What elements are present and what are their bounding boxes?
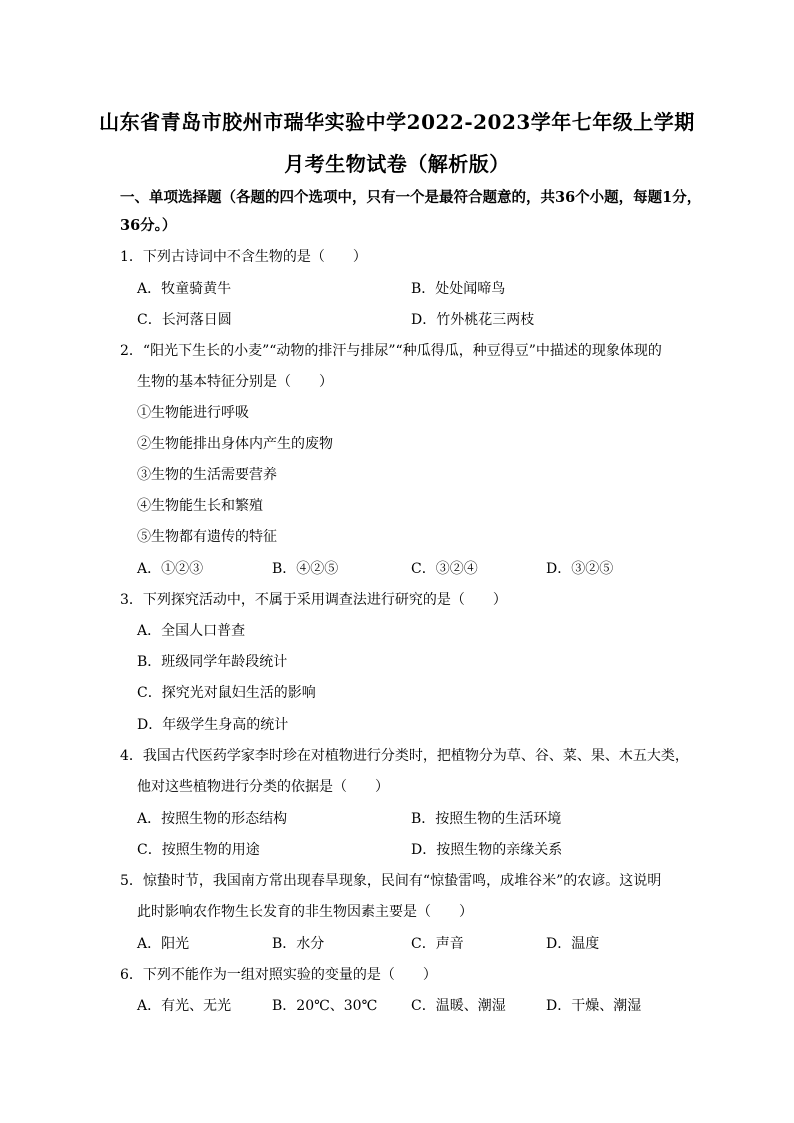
question-3-stem: 3．下列探究活动中，不属于采用调查法进行研究的是（ ） (120, 592, 507, 608)
question-3-option-a[interactable]: A．全国人口普查 (137, 623, 246, 639)
question-6-option-a[interactable]: A．有光、无光 (137, 998, 232, 1014)
question-6-option-c[interactable]: C．温暖、潮湿 (411, 998, 506, 1014)
question-3-option-c[interactable]: C．探究光对鼠妇生活的影响 (137, 685, 316, 701)
question-4-stem-line-1: 4．我国古代医药学家李时珍在对植物进行分类时，把植物分为草、谷、菜、果、木五大类， (120, 748, 689, 764)
question-2-option-d[interactable]: D．③②⑤ (546, 561, 614, 577)
question-2-option-c[interactable]: C．③②④ (411, 561, 478, 577)
question-1-option-a[interactable]: A．牧童骑黄牛 (137, 281, 232, 297)
question-2-statement-3: ③生物的生活需要营养 (137, 467, 277, 483)
question-6-option-d[interactable]: D．干燥、潮湿 (546, 998, 642, 1014)
question-2-statement-4: ④生物能生长和繁殖 (137, 498, 263, 514)
section-heading-line-2: 36分。） (120, 217, 177, 234)
question-4-option-d[interactable]: D．按照生物的亲缘关系 (411, 842, 563, 858)
question-4-option-c[interactable]: C．按照生物的用途 (137, 842, 260, 858)
exam-title-line-2: 月考生物试卷（解析版） (284, 152, 510, 176)
question-5-option-c[interactable]: C．声音 (411, 936, 464, 952)
question-5-option-a[interactable]: A．阳光 (137, 936, 190, 952)
exam-title-line-1: 山东省青岛市胶州市瑞华实验中学2022-2023学年七年级上学期 (99, 110, 695, 134)
question-1-option-c[interactable]: C．长河落日圆 (137, 312, 232, 328)
question-1-option-d[interactable]: D．竹外桃花三两枝 (411, 312, 535, 328)
question-2-stem-line-1: 2．“阳光下生长的小麦”“动物的排汗与排尿”“种瓜得瓜，种豆得豆”中描述的现象体现的 (120, 343, 662, 359)
question-2-statement-2: ②生物能排出身体内产生的废物 (137, 436, 333, 452)
question-1-stem: 1．下列古诗词中不含生物的是（ ） (120, 249, 367, 265)
question-2-statement-5: ⑤生物都有遗传的特征 (137, 529, 277, 545)
question-2-stem-line-2: 生物的基本特征分别是（ ） (137, 374, 333, 390)
question-5-option-b[interactable]: B．水分 (272, 936, 325, 952)
question-3-option-d[interactable]: D．年级学生身高的统计 (137, 717, 289, 733)
question-2-option-b[interactable]: B．④②⑤ (272, 561, 339, 577)
question-6-option-b[interactable]: B．20℃、30℃ (272, 998, 378, 1014)
section-heading-line-1: 一、单项选择题（各题的四个选项中，只有一个是最符合题意的，共36个小题，每题1分， (120, 189, 702, 206)
question-5-stem-line-2: 此时影响农作物生长发育的非生物因素主要是（ ） (137, 904, 473, 920)
question-6-stem: 6．下列不能作为一组对照实验的变量的是（ ） (120, 967, 437, 983)
question-2-statement-1: ①生物能进行呼吸 (137, 405, 249, 421)
question-2-option-a[interactable]: A．①②③ (137, 561, 204, 577)
question-1-option-b[interactable]: B．处处闻啼鸟 (411, 281, 506, 297)
question-5-stem-line-1: 5．惊蛰时节，我国南方常出现春旱现象，民间有“惊蛰雷鸣，成堆谷米”的农谚。这说明 (120, 873, 662, 889)
question-3-option-b[interactable]: B．班级同学年龄段统计 (137, 654, 288, 670)
question-4-option-b[interactable]: B．按照生物的生活环境 (411, 811, 562, 827)
question-5-option-d[interactable]: D．温度 (546, 936, 600, 952)
question-4-stem-line-2: 他对这些植物进行分类的依据是（ ） (137, 779, 389, 795)
question-4-option-a[interactable]: A．按照生物的形态结构 (137, 811, 288, 827)
